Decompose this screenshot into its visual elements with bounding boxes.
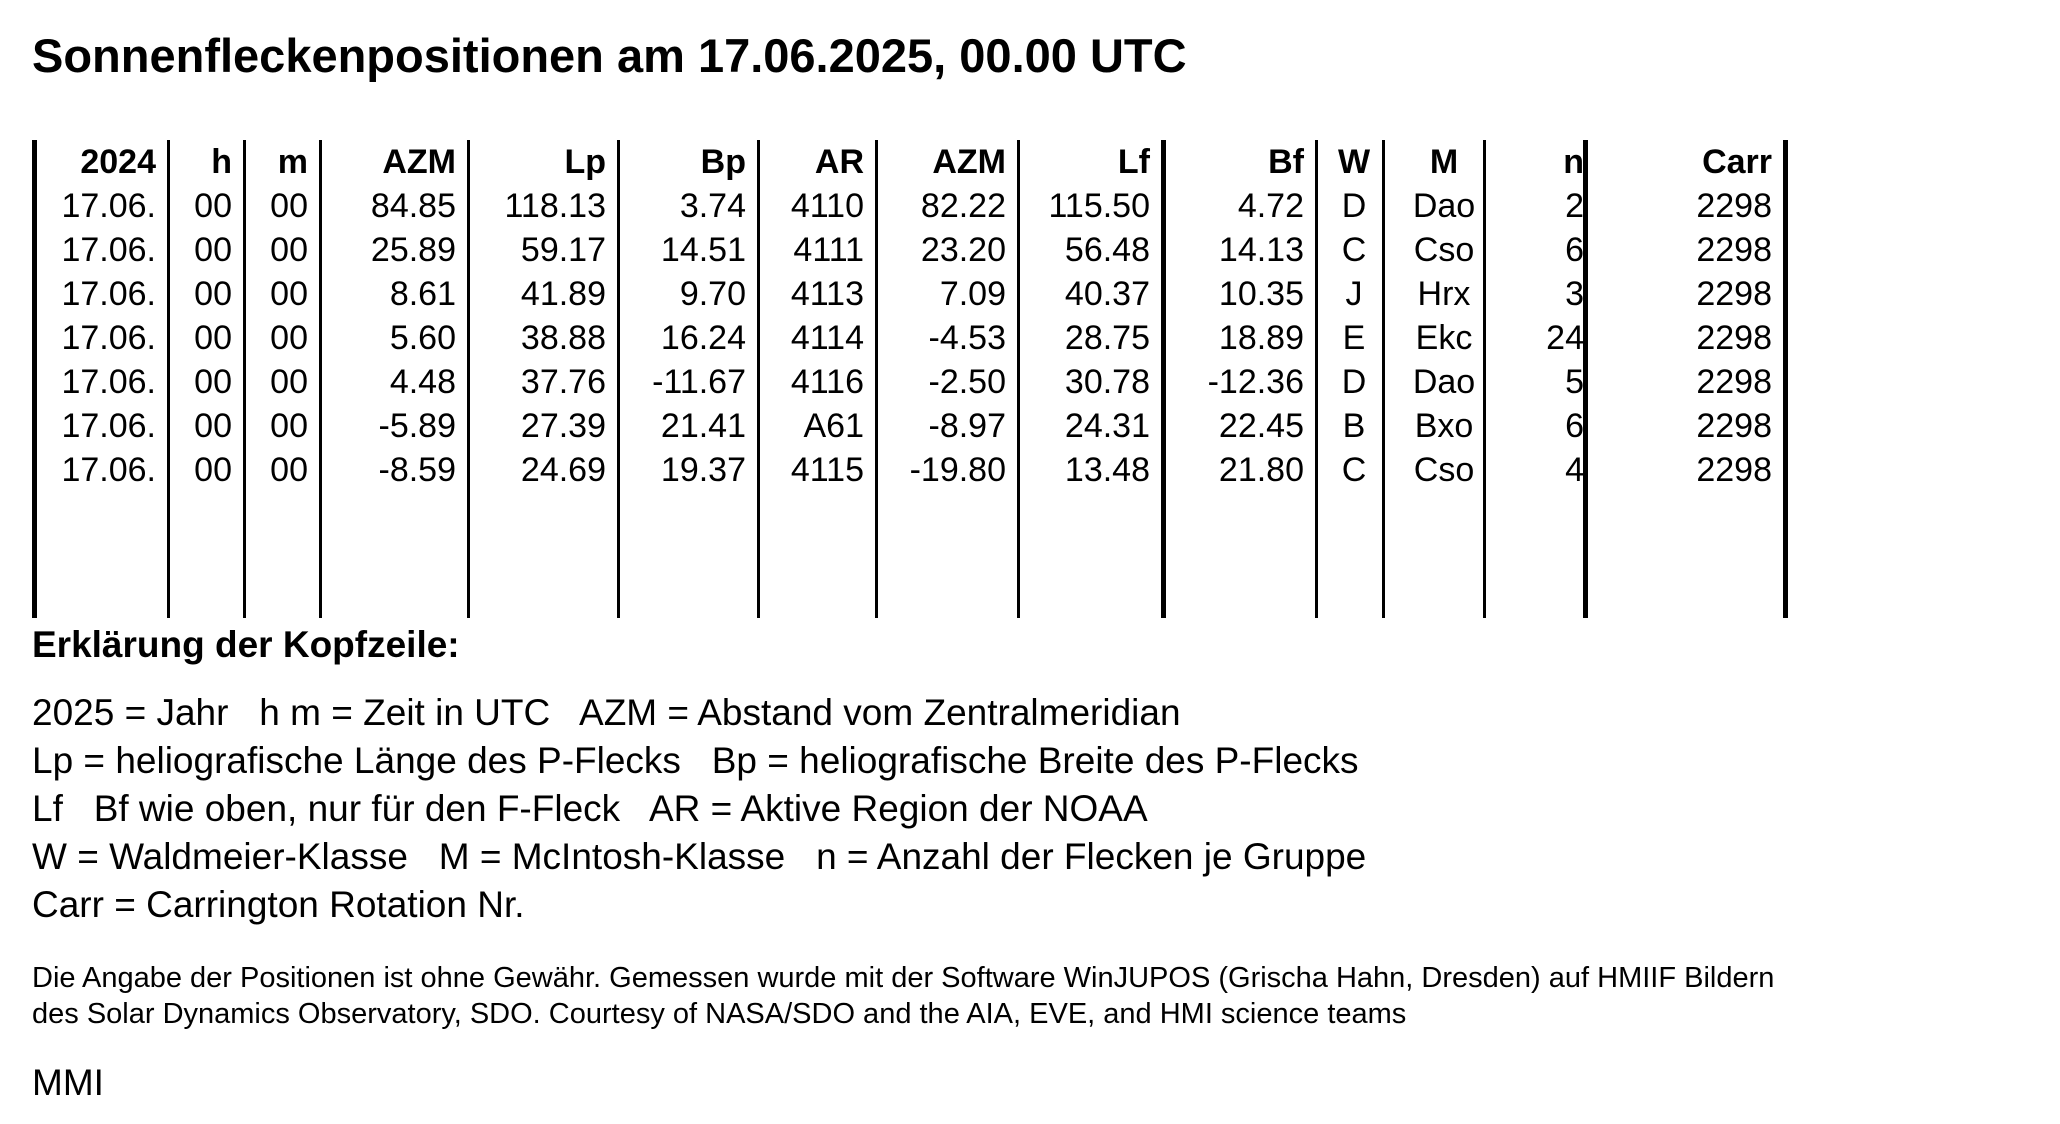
cell-azm-f: -8.97 bbox=[928, 407, 1006, 445]
cell-mcintosh: Cso bbox=[1413, 451, 1475, 489]
cell-date: 17.06. bbox=[61, 451, 156, 489]
cell-hour: 00 bbox=[194, 451, 232, 489]
cell-count: 6 bbox=[1565, 407, 1584, 445]
cell-bp: 14.51 bbox=[660, 231, 746, 269]
cell-date: 17.06. bbox=[61, 319, 156, 357]
header-n: n bbox=[1563, 143, 1584, 181]
cell-minute: 00 bbox=[270, 187, 308, 225]
cell-waldmeier: E bbox=[1342, 319, 1366, 357]
cell-bf: 14.13 bbox=[1218, 231, 1304, 269]
cell-lp: 27.39 bbox=[520, 407, 606, 445]
cell-waldmeier: C bbox=[1341, 231, 1367, 269]
cell-ar: 4116 bbox=[790, 363, 864, 401]
header-azm-f: AZM bbox=[932, 143, 1006, 181]
cell-bf: 21.80 bbox=[1218, 451, 1304, 489]
cell-count: 24 bbox=[1546, 319, 1584, 357]
legend-line: W = Waldmeier-Klasse M = McIntosh-Klasse n = Anzahl der Flecken je Gruppe bbox=[32, 836, 1367, 877]
cell-count: 3 bbox=[1565, 275, 1584, 313]
cell-lp: 59.17 bbox=[520, 231, 606, 269]
cell-bf: 10.35 bbox=[1218, 275, 1304, 313]
cell-minute: 00 bbox=[270, 319, 308, 357]
cell-waldmeier: C bbox=[1341, 451, 1367, 489]
cell-count: 5 bbox=[1565, 363, 1584, 401]
legend-line: Lp = heliografische Länge des P-Flecks Bp = heliografische Breite des P-Flecks bbox=[32, 740, 1359, 781]
cell-minute: 00 bbox=[270, 275, 308, 313]
header-w: W bbox=[1337, 143, 1371, 181]
cell-carr: 2298 bbox=[1696, 187, 1772, 225]
disclaimer-line: Die Angabe der Positionen ist ohne Gewähr. Gemessen wurde mit der Software WinJUPOS (Grischa Hahn, Dresden) auf HMIIF Bildern bbox=[32, 962, 1775, 994]
cell-date: 17.06. bbox=[61, 363, 156, 401]
header-bp: Bp bbox=[700, 143, 746, 181]
cell-azm-p: -5.89 bbox=[378, 407, 456, 445]
header-ar: AR bbox=[814, 143, 864, 181]
table-row bbox=[32, 184, 1792, 228]
table-row bbox=[32, 228, 1792, 272]
signature: MMI bbox=[32, 1062, 104, 1103]
legend-line: Lf Bf wie oben, nur für den F-Fleck AR = Aktive Region der NOAA bbox=[32, 788, 1148, 829]
cell-lf: 13.48 bbox=[1064, 451, 1150, 489]
table-row bbox=[32, 272, 1792, 316]
cell-waldmeier: D bbox=[1341, 363, 1367, 401]
cell-azm-f: 7.09 bbox=[939, 275, 1006, 313]
cell-lf: 30.78 bbox=[1064, 363, 1150, 401]
table-row bbox=[32, 404, 1792, 448]
cell-hour: 00 bbox=[194, 319, 232, 357]
cell-bp: -11.67 bbox=[652, 363, 746, 401]
cell-carr: 2298 bbox=[1696, 319, 1772, 357]
header-m: m bbox=[277, 143, 308, 181]
cell-lf: 115.50 bbox=[1048, 187, 1150, 225]
cell-ar: 4111 bbox=[793, 231, 864, 269]
cell-minute: 00 bbox=[270, 407, 308, 445]
cell-ar: 4113 bbox=[790, 275, 864, 313]
cell-mcintosh: Hrx bbox=[1417, 275, 1471, 313]
cell-waldmeier: D bbox=[1341, 187, 1367, 225]
legend-line: Carr = Carrington Rotation Nr. bbox=[32, 884, 525, 925]
cell-hour: 00 bbox=[194, 363, 232, 401]
cell-date: 17.06. bbox=[61, 187, 156, 225]
header-m-class: M bbox=[1429, 143, 1459, 181]
cell-lf: 28.75 bbox=[1064, 319, 1150, 357]
cell-lp: 37.76 bbox=[520, 363, 606, 401]
cell-ar: 4110 bbox=[790, 187, 864, 225]
table-row bbox=[32, 448, 1792, 492]
cell-azm-f: 23.20 bbox=[920, 231, 1006, 269]
cell-mcintosh: Dao bbox=[1412, 363, 1476, 401]
cell-mcintosh: Dao bbox=[1412, 187, 1476, 225]
cell-bp: 19.37 bbox=[660, 451, 746, 489]
disclaimer-line: des Solar Dynamics Observatory, SDO. Courtesy of NASA/SDO and the AIA, EVE, and HMI science teams bbox=[32, 998, 1407, 1030]
cell-mcintosh: Ekc bbox=[1415, 319, 1473, 357]
header-carr: Carr bbox=[1702, 143, 1772, 181]
cell-carr: 2298 bbox=[1696, 231, 1772, 269]
cell-azm-f: 82.22 bbox=[920, 187, 1006, 225]
cell-bp: 16.24 bbox=[660, 319, 746, 357]
header-azm-p: AZM bbox=[382, 143, 456, 181]
cell-lp: 38.88 bbox=[520, 319, 606, 357]
cell-azm-p: 8.61 bbox=[389, 275, 456, 313]
header-year: 2024 bbox=[80, 143, 156, 181]
cell-minute: 00 bbox=[270, 231, 308, 269]
cell-bp: 21.41 bbox=[660, 407, 746, 445]
legend-title: Erklärung der Kopfzeile: bbox=[32, 624, 460, 665]
header-bf: Bf bbox=[1268, 143, 1304, 181]
header-h: h bbox=[211, 143, 232, 181]
cell-azm-p: -8.59 bbox=[378, 451, 456, 489]
cell-mcintosh: Bxo bbox=[1414, 407, 1474, 445]
legend-line: 2025 = Jahr h m = Zeit in UTC AZM = Abstand vom Zentralmeridian bbox=[32, 692, 1181, 733]
cell-date: 17.06. bbox=[61, 231, 156, 269]
cell-azm-p: 5.60 bbox=[389, 319, 456, 357]
cell-carr: 2298 bbox=[1696, 363, 1772, 401]
cell-carr: 2298 bbox=[1696, 451, 1772, 489]
table-header-row bbox=[32, 140, 1792, 184]
cell-ar: A61 bbox=[803, 407, 864, 445]
cell-hour: 00 bbox=[194, 275, 232, 313]
cell-bp: 3.74 bbox=[679, 187, 746, 225]
cell-lf: 56.48 bbox=[1064, 231, 1150, 269]
cell-lp: 118.13 bbox=[504, 187, 606, 225]
cell-carr: 2298 bbox=[1696, 275, 1772, 313]
table-row bbox=[32, 360, 1792, 404]
cell-bf: 4.72 bbox=[1237, 187, 1304, 225]
cell-date: 17.06. bbox=[61, 407, 156, 445]
cell-carr: 2298 bbox=[1696, 407, 1772, 445]
cell-azm-f: -4.53 bbox=[928, 319, 1006, 357]
cell-ar: 4115 bbox=[790, 451, 864, 489]
page-title: Sonnenfleckenpositionen am 17.06.2025, 00.00 UTC bbox=[32, 29, 1187, 82]
cell-waldmeier: B bbox=[1342, 407, 1366, 445]
cell-hour: 00 bbox=[194, 407, 232, 445]
header-lp: Lp bbox=[564, 143, 606, 181]
cell-azm-f: -2.50 bbox=[928, 363, 1006, 401]
cell-azm-p: 84.85 bbox=[370, 187, 456, 225]
cell-hour: 00 bbox=[194, 231, 232, 269]
cell-azm-p: 4.48 bbox=[389, 363, 456, 401]
cell-mcintosh: Cso bbox=[1413, 231, 1475, 269]
cell-minute: 00 bbox=[270, 451, 308, 489]
cell-ar: 4114 bbox=[790, 319, 864, 357]
cell-date: 17.06. bbox=[61, 275, 156, 313]
cell-azm-p: 25.89 bbox=[370, 231, 456, 269]
cell-hour: 00 bbox=[194, 187, 232, 225]
cell-bf: 18.89 bbox=[1218, 319, 1304, 357]
cell-lf: 40.37 bbox=[1064, 275, 1150, 313]
cell-minute: 00 bbox=[270, 363, 308, 401]
cell-azm-f: -19.80 bbox=[909, 451, 1006, 489]
cell-count: 6 bbox=[1565, 231, 1584, 269]
cell-count: 4 bbox=[1565, 451, 1584, 489]
table-row bbox=[32, 316, 1792, 360]
cell-count: 2 bbox=[1565, 187, 1584, 225]
header-lf: Lf bbox=[1117, 143, 1150, 181]
cell-waldmeier: J bbox=[1345, 275, 1363, 313]
cell-bp: 9.70 bbox=[679, 275, 746, 313]
cell-lp: 24.69 bbox=[520, 451, 606, 489]
cell-bf: -12.36 bbox=[1207, 363, 1304, 401]
cell-lf: 24.31 bbox=[1064, 407, 1150, 445]
cell-lp: 41.89 bbox=[520, 275, 606, 313]
cell-bf: 22.45 bbox=[1218, 407, 1304, 445]
